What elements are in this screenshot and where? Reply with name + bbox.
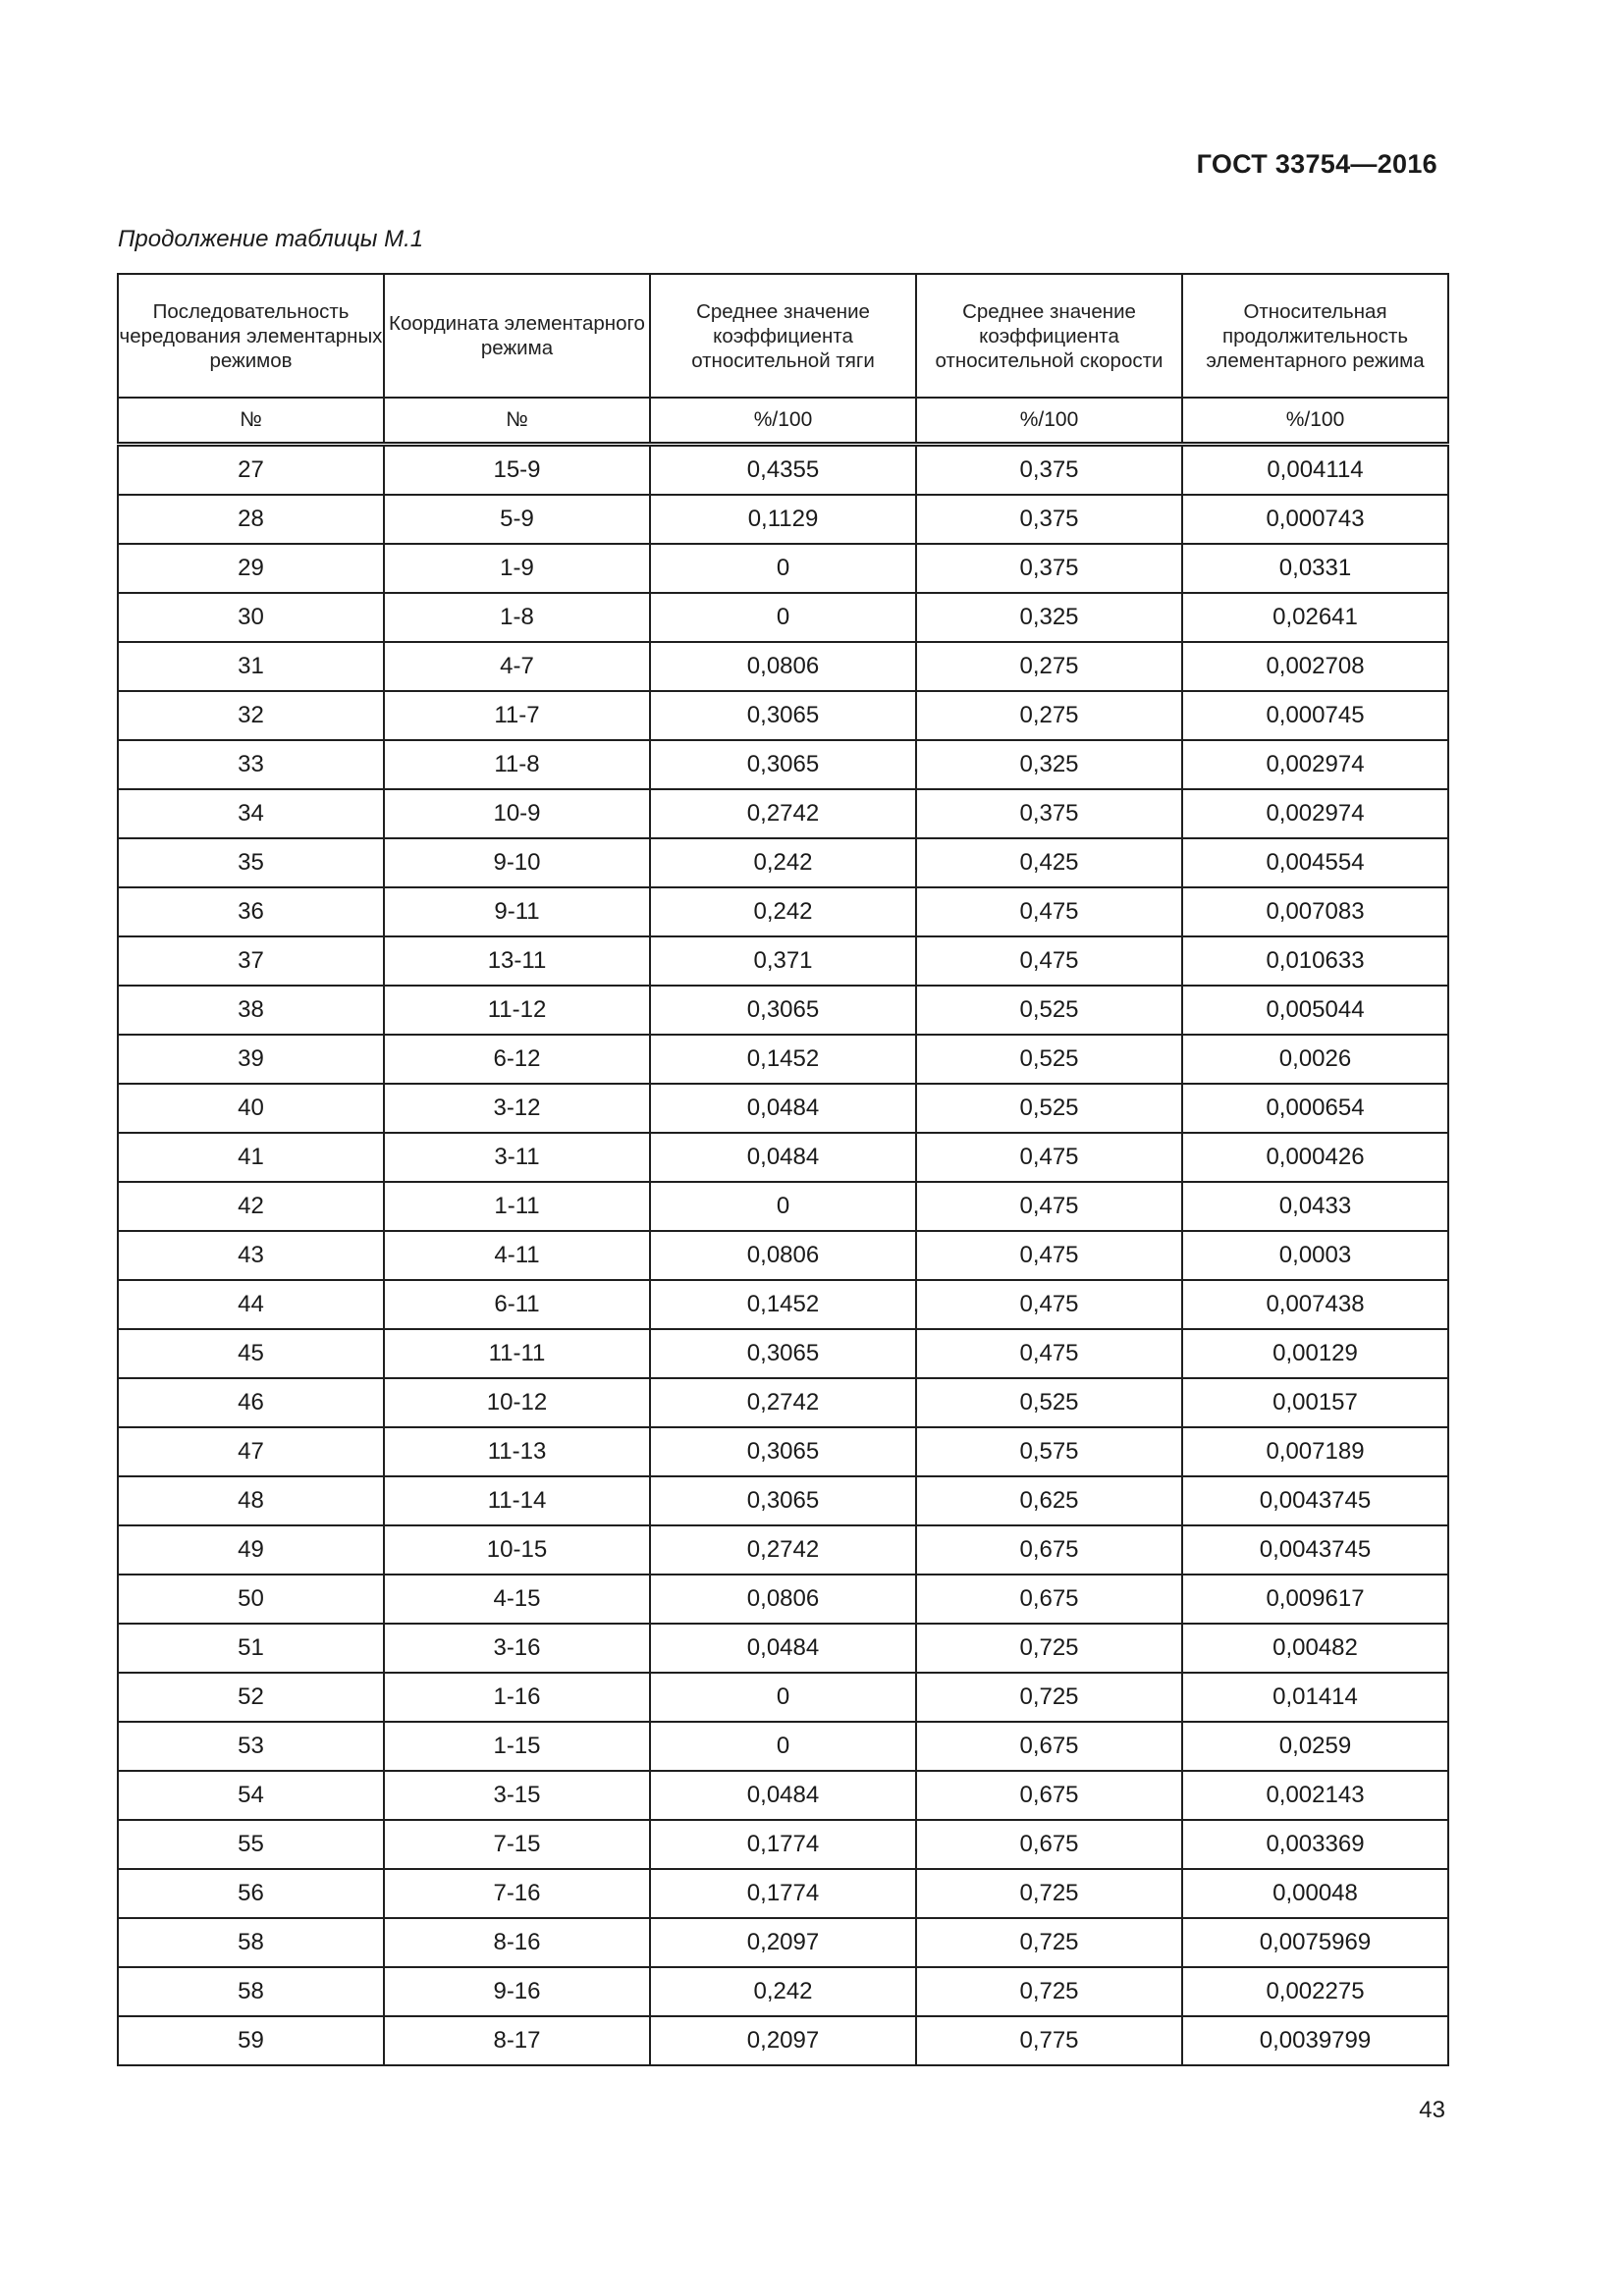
coordinate-cell: 8-17 <box>384 2016 650 2065</box>
duration-cell: 0,0043745 <box>1182 1525 1448 1575</box>
table-row <box>118 593 1448 642</box>
coordinate-cell: 6-12 <box>384 1035 650 1084</box>
column-header-duration: Относительная продолжительность элементарного режима <box>1182 274 1448 398</box>
thrust-cell: 0,2097 <box>650 2016 916 2065</box>
speed-cell: 0,425 <box>916 838 1182 887</box>
speed-cell: 0,525 <box>916 1084 1182 1133</box>
coordinate-cell: 1-8 <box>384 593 650 642</box>
sequence-cell: 40 <box>118 1084 384 1133</box>
thrust-cell: 0,1774 <box>650 1869 916 1918</box>
coordinate-cell: 11-12 <box>384 986 650 1035</box>
duration-cell: 0,0043745 <box>1182 1476 1448 1525</box>
table-row <box>118 789 1448 838</box>
table-row <box>118 544 1448 593</box>
speed-cell: 0,675 <box>916 1575 1182 1624</box>
units-row <box>118 398 1448 445</box>
unit-cell: № <box>384 398 650 445</box>
thrust-cell: 0,2742 <box>650 1378 916 1427</box>
table-body <box>118 445 1448 2066</box>
thrust-cell: 0,3065 <box>650 1427 916 1476</box>
duration-cell: 0,0039799 <box>1182 2016 1448 2065</box>
coordinate-cell: 4-15 <box>384 1575 650 1624</box>
coordinate-cell: 1-11 <box>384 1182 650 1231</box>
table-row <box>118 1182 1448 1231</box>
coordinate-cell: 9-16 <box>384 1967 650 2016</box>
duration-cell: 0,000745 <box>1182 691 1448 740</box>
speed-cell: 0,725 <box>916 1624 1182 1673</box>
coordinate-cell: 7-16 <box>384 1869 650 1918</box>
coordinate-cell: 1-15 <box>384 1722 650 1771</box>
speed-cell: 0,475 <box>916 1329 1182 1378</box>
duration-cell: 0,007438 <box>1182 1280 1448 1329</box>
table-row <box>118 1476 1448 1525</box>
speed-cell: 0,375 <box>916 544 1182 593</box>
table-row <box>118 642 1448 691</box>
sequence-cell: 28 <box>118 495 384 544</box>
coordinate-cell: 11-13 <box>384 1427 650 1476</box>
table-row <box>118 838 1448 887</box>
speed-cell: 0,475 <box>916 1133 1182 1182</box>
thrust-cell: 0,0484 <box>650 1771 916 1820</box>
sequence-cell: 32 <box>118 691 384 740</box>
thrust-cell: 0,3065 <box>650 986 916 1035</box>
speed-cell: 0,575 <box>916 1427 1182 1476</box>
speed-cell: 0,325 <box>916 593 1182 642</box>
duration-cell: 0,003369 <box>1182 1820 1448 1869</box>
duration-cell: 0,00482 <box>1182 1624 1448 1673</box>
coordinate-cell: 11-11 <box>384 1329 650 1378</box>
sequence-cell: 34 <box>118 789 384 838</box>
coordinate-cell: 10-12 <box>384 1378 650 1427</box>
duration-cell: 0,002275 <box>1182 1967 1448 2016</box>
duration-cell: 0,002708 <box>1182 642 1448 691</box>
thrust-cell: 0,3065 <box>650 691 916 740</box>
duration-cell: 0,002143 <box>1182 1771 1448 1820</box>
duration-cell: 0,009617 <box>1182 1575 1448 1624</box>
coordinate-cell: 10-15 <box>384 1525 650 1575</box>
thrust-cell: 0,2097 <box>650 1918 916 1967</box>
sequence-cell: 59 <box>118 2016 384 2065</box>
table-row <box>118 936 1448 986</box>
unit-cell: № <box>118 398 384 445</box>
sequence-cell: 27 <box>118 445 384 496</box>
table-row <box>118 1084 1448 1133</box>
table-row <box>118 1427 1448 1476</box>
duration-cell: 0,000654 <box>1182 1084 1448 1133</box>
table-row <box>118 691 1448 740</box>
table-row <box>118 1133 1448 1182</box>
duration-cell: 0,0075969 <box>1182 1918 1448 1967</box>
table-row <box>118 1722 1448 1771</box>
speed-cell: 0,625 <box>916 1476 1182 1525</box>
sequence-cell: 45 <box>118 1329 384 1378</box>
column-header-coordinate: Координата элементарного режима <box>384 274 650 398</box>
sequence-cell: 49 <box>118 1525 384 1575</box>
thrust-cell: 0,1452 <box>650 1280 916 1329</box>
duration-cell: 0,0433 <box>1182 1182 1448 1231</box>
sequence-cell: 55 <box>118 1820 384 1869</box>
data-table <box>117 273 1449 2066</box>
table-row <box>118 1918 1448 1967</box>
thrust-cell: 0,3065 <box>650 740 916 789</box>
table-row <box>118 1231 1448 1280</box>
thrust-cell: 0,0806 <box>650 1575 916 1624</box>
duration-cell: 0,01414 <box>1182 1673 1448 1722</box>
duration-cell: 0,00157 <box>1182 1378 1448 1427</box>
table-row <box>118 986 1448 1035</box>
coordinate-cell: 5-9 <box>384 495 650 544</box>
thrust-cell: 0,3065 <box>650 1329 916 1378</box>
thrust-cell: 0 <box>650 1673 916 1722</box>
speed-cell: 0,725 <box>916 1869 1182 1918</box>
table-row <box>118 495 1448 544</box>
column-header-thrust: Среднее значение коэффициента относительной тяги <box>650 274 916 398</box>
thrust-cell: 0,4355 <box>650 445 916 496</box>
sequence-cell: 50 <box>118 1575 384 1624</box>
sequence-cell: 31 <box>118 642 384 691</box>
table-row <box>118 1280 1448 1329</box>
duration-cell: 0,004554 <box>1182 838 1448 887</box>
header-row <box>118 274 1448 398</box>
thrust-cell: 0,2742 <box>650 1525 916 1575</box>
duration-cell: 0,002974 <box>1182 740 1448 789</box>
duration-cell: 0,007083 <box>1182 887 1448 936</box>
coordinate-cell: 4-11 <box>384 1231 650 1280</box>
speed-cell: 0,725 <box>916 1967 1182 2016</box>
thrust-cell: 0,0806 <box>650 642 916 691</box>
thrust-cell: 0,0484 <box>650 1624 916 1673</box>
coordinate-cell: 3-11 <box>384 1133 650 1182</box>
sequence-cell: 52 <box>118 1673 384 1722</box>
sequence-cell: 51 <box>118 1624 384 1673</box>
thrust-cell: 0,242 <box>650 1967 916 2016</box>
coordinate-cell: 4-7 <box>384 642 650 691</box>
table-row <box>118 1624 1448 1673</box>
speed-cell: 0,775 <box>916 2016 1182 2065</box>
sequence-cell: 38 <box>118 986 384 1035</box>
coordinate-cell: 13-11 <box>384 936 650 986</box>
sequence-cell: 41 <box>118 1133 384 1182</box>
thrust-cell: 0 <box>650 1722 916 1771</box>
thrust-cell: 0,3065 <box>650 1476 916 1525</box>
sequence-cell: 44 <box>118 1280 384 1329</box>
coordinate-cell: 6-11 <box>384 1280 650 1329</box>
duration-cell: 0,00129 <box>1182 1329 1448 1378</box>
speed-cell: 0,725 <box>916 1673 1182 1722</box>
coordinate-cell: 1-9 <box>384 544 650 593</box>
thrust-cell: 0,0484 <box>650 1133 916 1182</box>
table-row <box>118 445 1448 496</box>
table-row <box>118 740 1448 789</box>
speed-cell: 0,475 <box>916 887 1182 936</box>
document-code: ГОСТ 33754—2016 <box>1196 149 1437 179</box>
coordinate-cell: 3-16 <box>384 1624 650 1673</box>
duration-cell: 0,007189 <box>1182 1427 1448 1476</box>
sequence-cell: 43 <box>118 1231 384 1280</box>
duration-cell: 0,0259 <box>1182 1722 1448 1771</box>
duration-cell: 0,0003 <box>1182 1231 1448 1280</box>
coordinate-cell: 15-9 <box>384 445 650 496</box>
thrust-cell: 0,242 <box>650 838 916 887</box>
table-row <box>118 1820 1448 1869</box>
table-row <box>118 887 1448 936</box>
table-row <box>118 1771 1448 1820</box>
column-header-sequence: Последовательность чередования элементарных режимов <box>118 274 384 398</box>
thrust-cell: 0,1774 <box>650 1820 916 1869</box>
sequence-cell: 47 <box>118 1427 384 1476</box>
unit-cell: %/100 <box>650 398 916 445</box>
thrust-cell: 0,371 <box>650 936 916 986</box>
duration-cell: 0,02641 <box>1182 593 1448 642</box>
coordinate-cell: 1-16 <box>384 1673 650 1722</box>
thrust-cell: 0 <box>650 544 916 593</box>
speed-cell: 0,275 <box>916 642 1182 691</box>
sequence-cell: 42 <box>118 1182 384 1231</box>
table-caption: Продолжение таблицы М.1 <box>118 226 424 252</box>
speed-cell: 0,525 <box>916 1378 1182 1427</box>
sequence-cell: 30 <box>118 593 384 642</box>
table-row <box>118 1967 1448 2016</box>
table-row <box>118 1673 1448 1722</box>
sequence-cell: 46 <box>118 1378 384 1427</box>
speed-cell: 0,675 <box>916 1525 1182 1575</box>
coordinate-cell: 9-10 <box>384 838 650 887</box>
duration-cell: 0,00048 <box>1182 1869 1448 1918</box>
speed-cell: 0,725 <box>916 1918 1182 1967</box>
speed-cell: 0,475 <box>916 1182 1182 1231</box>
speed-cell: 0,475 <box>916 1231 1182 1280</box>
coordinate-cell: 11-7 <box>384 691 650 740</box>
speed-cell: 0,475 <box>916 936 1182 986</box>
sequence-cell: 35 <box>118 838 384 887</box>
sequence-cell: 33 <box>118 740 384 789</box>
coordinate-cell: 11-14 <box>384 1476 650 1525</box>
sequence-cell: 58 <box>118 1967 384 2016</box>
sequence-cell: 53 <box>118 1722 384 1771</box>
speed-cell: 0,675 <box>916 1820 1182 1869</box>
duration-cell: 0,0331 <box>1182 544 1448 593</box>
duration-cell: 0,000426 <box>1182 1133 1448 1182</box>
speed-cell: 0,375 <box>916 789 1182 838</box>
coordinate-cell: 7-15 <box>384 1820 650 1869</box>
speed-cell: 0,275 <box>916 691 1182 740</box>
speed-cell: 0,525 <box>916 986 1182 1035</box>
table-row <box>118 1378 1448 1427</box>
thrust-cell: 0,1452 <box>650 1035 916 1084</box>
thrust-cell: 0 <box>650 593 916 642</box>
coordinate-cell: 3-15 <box>384 1771 650 1820</box>
table-row <box>118 1869 1448 1918</box>
thrust-cell: 0 <box>650 1182 916 1231</box>
sequence-cell: 37 <box>118 936 384 986</box>
duration-cell: 0,002974 <box>1182 789 1448 838</box>
column-header-speed: Среднее значение коэффициента относительной скорости <box>916 274 1182 398</box>
duration-cell: 0,010633 <box>1182 936 1448 986</box>
speed-cell: 0,675 <box>916 1722 1182 1771</box>
unit-cell: %/100 <box>916 398 1182 445</box>
coordinate-cell: 3-12 <box>384 1084 650 1133</box>
speed-cell: 0,325 <box>916 740 1182 789</box>
speed-cell: 0,525 <box>916 1035 1182 1084</box>
duration-cell: 0,0026 <box>1182 1035 1448 1084</box>
coordinate-cell: 9-11 <box>384 887 650 936</box>
coordinate-cell: 8-16 <box>384 1918 650 1967</box>
sequence-cell: 39 <box>118 1035 384 1084</box>
sequence-cell: 56 <box>118 1869 384 1918</box>
thrust-cell: 0,1129 <box>650 495 916 544</box>
sequence-cell: 48 <box>118 1476 384 1525</box>
speed-cell: 0,375 <box>916 495 1182 544</box>
unit-cell: %/100 <box>1182 398 1448 445</box>
coordinate-cell: 10-9 <box>384 789 650 838</box>
sequence-cell: 36 <box>118 887 384 936</box>
thrust-cell: 0,2742 <box>650 789 916 838</box>
table-row <box>118 2016 1448 2065</box>
duration-cell: 0,005044 <box>1182 986 1448 1035</box>
thrust-cell: 0,242 <box>650 887 916 936</box>
coordinate-cell: 11-8 <box>384 740 650 789</box>
table-row <box>118 1575 1448 1624</box>
thrust-cell: 0,0806 <box>650 1231 916 1280</box>
table-row <box>118 1329 1448 1378</box>
speed-cell: 0,675 <box>916 1771 1182 1820</box>
sequence-cell: 29 <box>118 544 384 593</box>
speed-cell: 0,375 <box>916 445 1182 496</box>
table-row <box>118 1525 1448 1575</box>
speed-cell: 0,475 <box>916 1280 1182 1329</box>
table-row <box>118 1035 1448 1084</box>
sequence-cell: 54 <box>118 1771 384 1820</box>
thrust-cell: 0,0484 <box>650 1084 916 1133</box>
duration-cell: 0,000743 <box>1182 495 1448 544</box>
duration-cell: 0,004114 <box>1182 445 1448 496</box>
sequence-cell: 58 <box>118 1918 384 1967</box>
page-number: 43 <box>1419 2097 1445 2123</box>
